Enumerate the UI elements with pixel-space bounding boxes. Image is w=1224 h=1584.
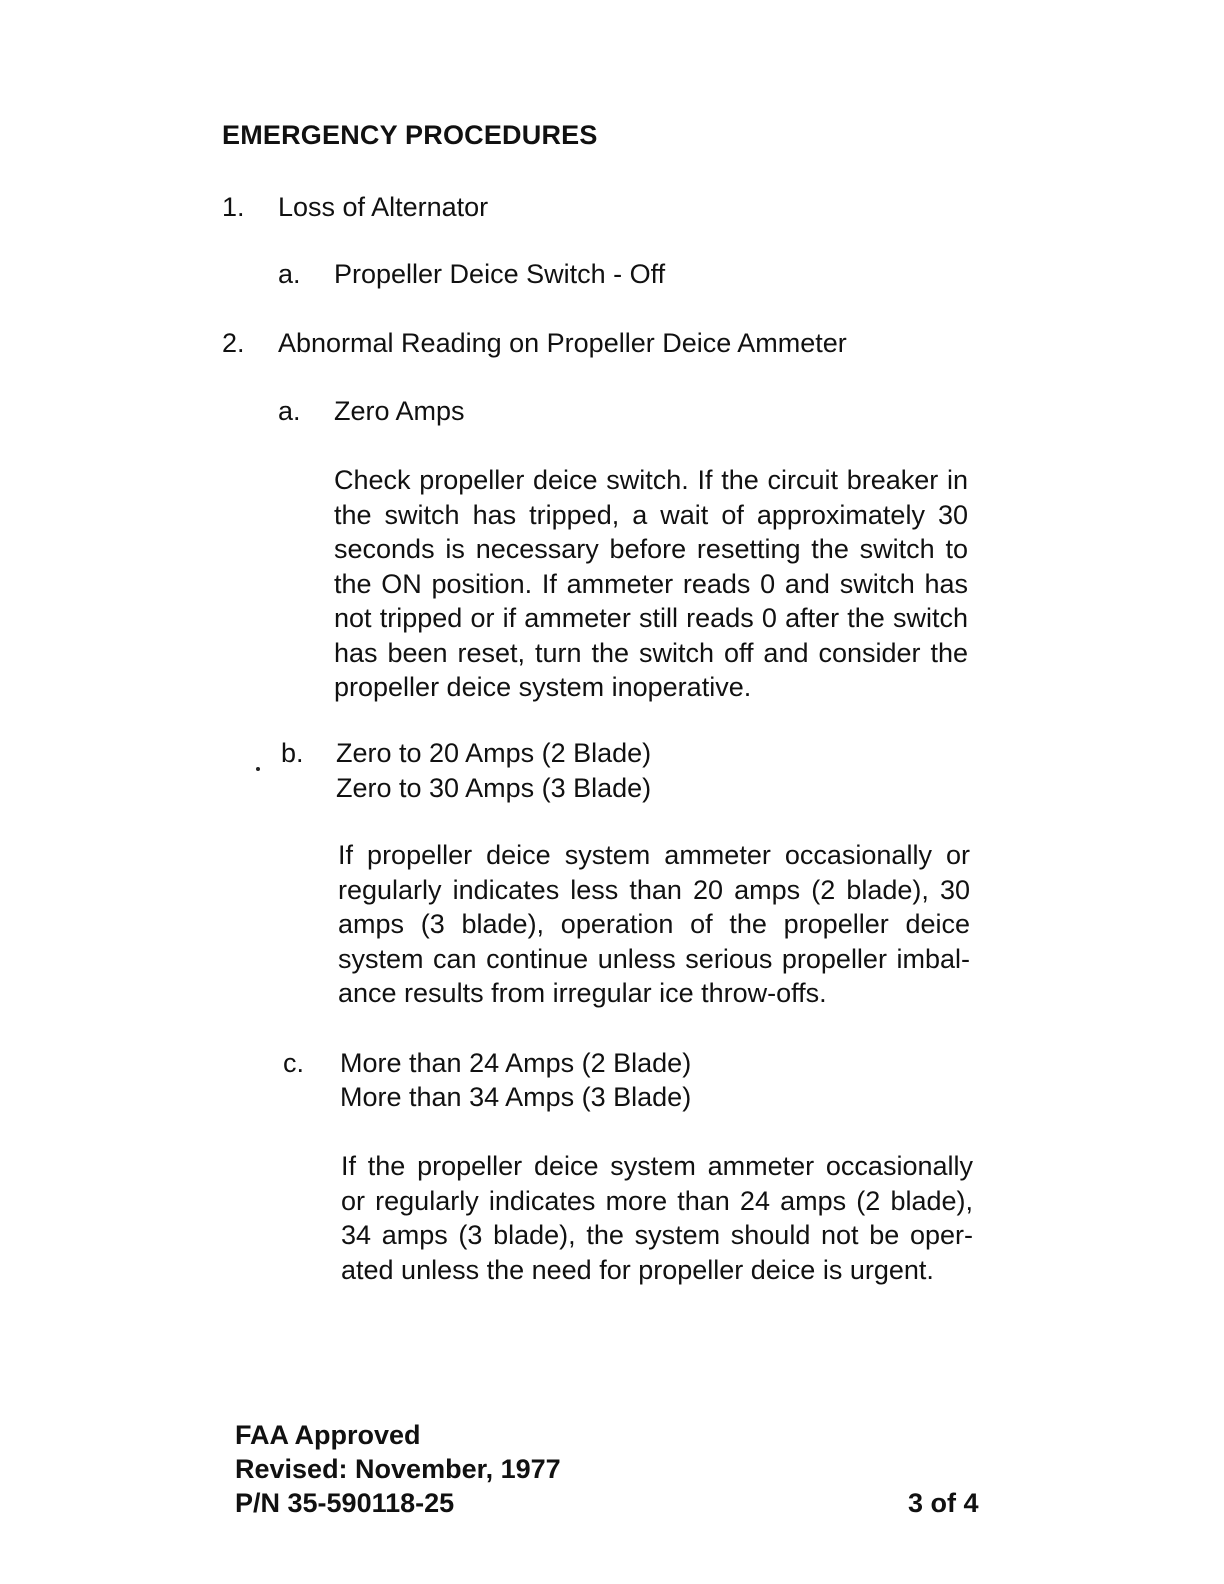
footer-part-number: P/N 35-590118-25 — [235, 1488, 455, 1518]
item-2b-letter: b. — [281, 738, 304, 768]
item-1-title: Loss of Alternator — [278, 192, 489, 222]
item-2b-line-2: Zero to 30 Amps (3 Blade) — [336, 773, 652, 803]
paragraph-line: the ON position. If ammeter reads 0 and switch has — [334, 568, 968, 599]
paragraph-line: ated unless the need for propeller deice is urgent. — [341, 1254, 934, 1285]
item-1a-letter: a. — [278, 259, 301, 289]
footer-approval: FAA Approved — [235, 1420, 421, 1450]
paragraph-line: the switch has tripped, a wait of approximately 30 — [334, 499, 968, 530]
item-2c-letter: c. — [283, 1048, 305, 1078]
page-number: 3 of 4 — [908, 1488, 979, 1518]
paragraph-line: not tripped or if ammeter still reads 0 after the switch — [334, 603, 968, 633]
section-heading: EMERGENCY PROCEDURES — [222, 120, 598, 150]
paragraph-line: system can continue unless serious propeller imbal- — [338, 943, 970, 974]
item-2b-line-1: Zero to 20 Amps (2 Blade) — [336, 738, 652, 768]
stray-mark — [256, 767, 260, 771]
item-2-number: 2. — [222, 328, 245, 358]
item-1-number: 1. — [222, 192, 245, 222]
footer-revised: Revised: November, 1977 — [235, 1454, 561, 1484]
item-2c-paragraph — [341, 1149, 973, 1287]
paragraph-line: amps (3 blade), operation of the propeller deice — [338, 909, 970, 939]
paragraph-line: seconds is necessary before resetting the switch to — [334, 534, 968, 564]
paragraph-line: has been reset, turn the switch off and consider the — [334, 637, 968, 668]
item-2c-line-1: More than 24 Amps (2 Blade) — [340, 1048, 692, 1078]
item-2-title: Abnormal Reading on Propeller Deice Ammeter — [278, 328, 847, 358]
paragraph-line: or regularly indicates more than 24 amps (2 blade), — [341, 1185, 973, 1216]
item-2c-line-2: More than 34 Amps (3 Blade) — [340, 1082, 692, 1112]
item-2a-letter: a. — [278, 396, 301, 426]
item-2a-text: Zero Amps — [334, 396, 465, 426]
paragraph-line: regularly indicates less than 20 amps (2 blade), 30 — [338, 874, 970, 905]
paragraph-line: If the propeller deice system ammeter occasionally — [341, 1151, 973, 1181]
item-2b-paragraph — [338, 838, 970, 1011]
paragraph-line: 34 amps (3 blade), the system should not be oper- — [341, 1220, 973, 1250]
paragraph-line: propeller deice system inoperative. — [334, 672, 752, 702]
paragraph-line: ance results from irregular ice throw-offs. — [338, 978, 827, 1008]
paragraph-line: Check propeller deice switch. If the circuit breaker in — [334, 465, 968, 495]
item-1a-text: Propeller Deice Switch - Off — [334, 259, 666, 289]
item-2a-paragraph — [334, 463, 968, 705]
paragraph-line: If propeller deice system ammeter occasionally or — [338, 840, 970, 870]
